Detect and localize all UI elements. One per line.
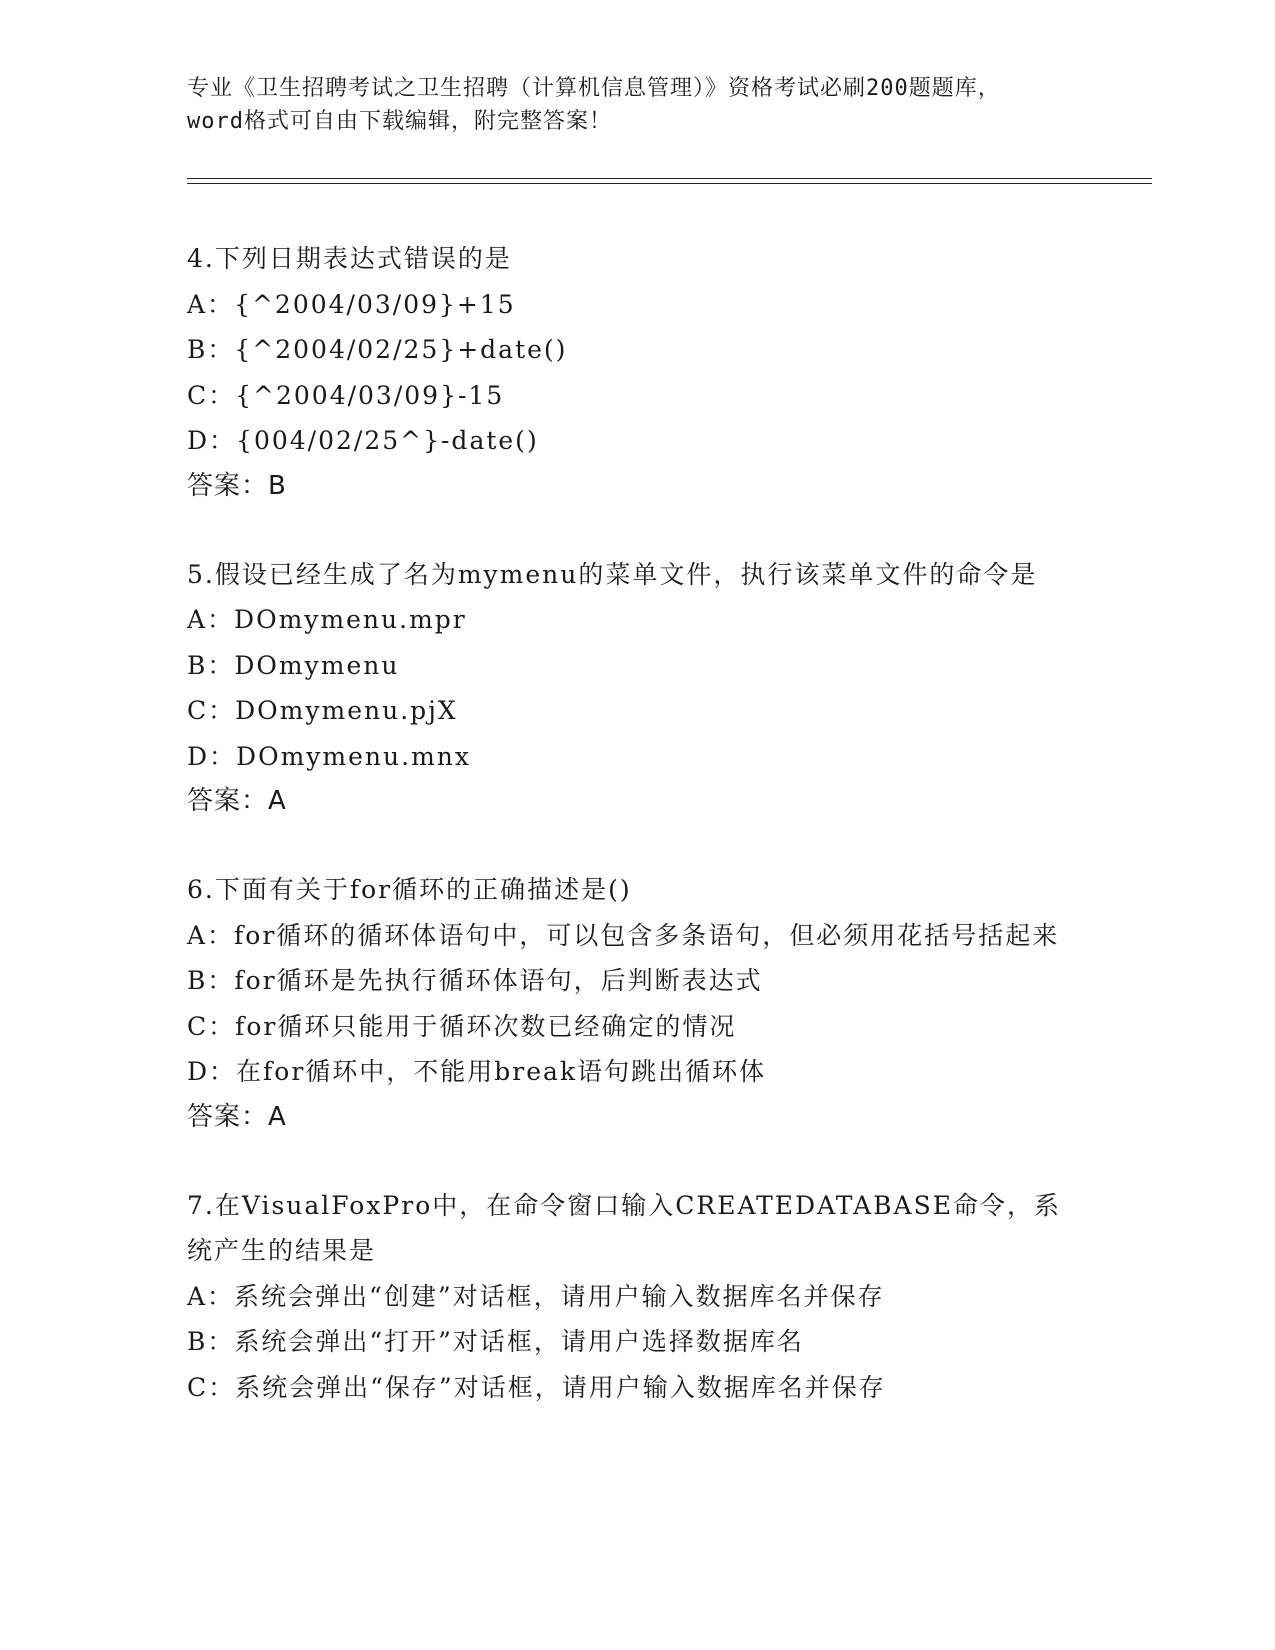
question-7	[187, 1183, 1067, 1411]
question-6	[187, 867, 1067, 1139]
option-b: B：for循环是先执行循环体语句，后判断表达式	[187, 966, 763, 995]
question-list	[187, 236, 1067, 1454]
document-header	[187, 72, 1087, 138]
option-a: A：系统会弹出“创建”对话框，请用户输入数据库名并保存	[187, 1281, 885, 1311]
question-4	[187, 236, 1067, 508]
option-a: A：DOmymenu.mpr	[187, 605, 467, 634]
question-stem: 6.下面有关于for循环的正确描述是()	[187, 875, 632, 904]
option-c: C：{^2004/03/09}-15	[187, 380, 505, 410]
question-stem: 5.假设已经生成了名为mymenu的菜单文件，执行该菜单文件的命令是	[187, 559, 1038, 589]
option-d: D：在for循环中，不能用break语句跳出循环体	[187, 1057, 767, 1086]
header-divider-bottom	[187, 183, 1152, 184]
option-d: D：DOmymenu.mnx	[187, 741, 471, 771]
question-5	[187, 552, 1067, 824]
answer-label: 答案：A	[187, 1101, 287, 1132]
answer-label: 答案：B	[187, 470, 287, 501]
question-stem: 4.下列日期表达式错误的是	[187, 244, 512, 273]
option-b: B：系统会弹出“打开”对话框，请用户选择数据库名	[187, 1327, 804, 1356]
question-stem: 7.在VisualFoxPro中，在命令窗口输入CREATEDATABASE命令，系统产生的结果是	[187, 1190, 1061, 1265]
header-line-1: 专业《卫生招聘考试之卫生招聘（计算机信息管理）》资格考试必刷200题题库，	[187, 76, 1001, 101]
option-c: C：系统会弹出“保存”对话框，请用户输入数据库名并保存	[187, 1372, 886, 1402]
header-line-2: word格式可自由下载编辑，附完整答案！	[187, 109, 612, 134]
option-c: C：for循环只能用于循环次数已经确定的情况	[187, 1011, 737, 1041]
option-b: B：DOmymenu	[187, 650, 400, 680]
option-d: D：{004/02/25^}-date()	[187, 426, 539, 455]
option-b: B：{^2004/02/25}+date()	[187, 335, 568, 364]
answer-label: 答案：A	[187, 786, 287, 816]
option-c: C：DOmymenu.pjX	[187, 696, 458, 725]
option-a: A：for循环的循环体语句中，可以包含多条语句，但必须用花括号括起来	[187, 920, 1060, 950]
header-divider-top	[187, 178, 1152, 179]
option-a: A：{^2004/03/09}+15	[187, 289, 516, 319]
